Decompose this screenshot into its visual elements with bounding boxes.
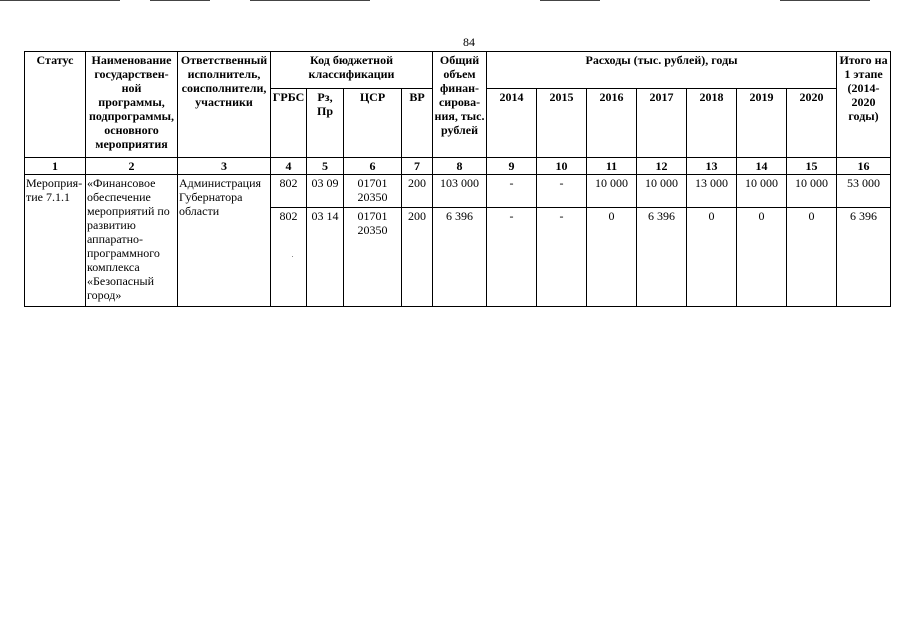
cell-2017: 10 000 — [637, 175, 687, 208]
column-number: 9 — [487, 158, 537, 175]
scan-speck — [292, 256, 293, 257]
cell-2018: 13 000 — [687, 175, 737, 208]
header-rz-pr: Рз, Пр — [307, 89, 344, 158]
cell-total: 6 396 — [433, 208, 487, 307]
header-grbs: ГРБС — [271, 89, 307, 158]
cell-2019: 0 — [737, 208, 787, 307]
column-number: 7 — [402, 158, 433, 175]
cell-grbs: 802 — [271, 208, 307, 307]
record-executor: Администрация Губернатора области — [178, 175, 271, 307]
cell-2016: 0 — [587, 208, 637, 307]
cell-2018: 0 — [687, 208, 737, 307]
header-year: 2016 — [587, 89, 637, 158]
header-total-volume: Общий объем финан-сирова-ния, тыс. рублей — [433, 52, 487, 158]
cell-2019: 10 000 — [737, 175, 787, 208]
header-status: Статус — [25, 52, 86, 158]
cell-itogo: 53 000 — [837, 175, 891, 208]
cell-rz-pr: 03 09 — [307, 175, 344, 208]
page-number: 84 — [463, 35, 475, 49]
header-vr: ВР — [402, 89, 433, 158]
top-edge-line — [780, 0, 870, 1]
cell-csr: 01701 20350 — [344, 208, 402, 307]
header-year: 2014 — [487, 89, 537, 158]
top-edge-line — [250, 0, 370, 1]
top-edge-line — [150, 0, 210, 1]
column-number: 6 — [344, 158, 402, 175]
cell-2015: - — [537, 175, 587, 208]
column-number: 12 — [637, 158, 687, 175]
cell-2016: 10 000 — [587, 175, 637, 208]
cell-2020: 0 — [787, 208, 837, 307]
header-row — [25, 52, 891, 89]
cell-vr: 200 — [402, 175, 433, 208]
cell-csr: 01701 20350 — [344, 175, 402, 208]
column-number-row — [25, 158, 891, 175]
header-year: 2015 — [537, 89, 587, 158]
header-budget-code: Код бюджетной классификации — [271, 52, 433, 89]
header-year: 2019 — [737, 89, 787, 158]
cell-total: 103 000 — [433, 175, 487, 208]
header-expenses: Расходы (тыс. рублей), годы — [487, 52, 837, 89]
column-number: 2 — [86, 158, 178, 175]
cell-itogo: 6 396 — [837, 208, 891, 307]
header-executor: Ответственный исполнитель, соисполнители, участники — [178, 52, 271, 158]
header-year: 2020 — [787, 89, 837, 158]
cell-rz-pr: 03 14 — [307, 208, 344, 307]
header-csr: ЦСР — [344, 89, 402, 158]
record-program-name: «Финансовое обеспечение мероприятий по развитию аппаратно-программного комплекса «Безопасный город» — [86, 175, 178, 307]
table-row — [25, 175, 891, 208]
column-number: 1 — [25, 158, 86, 175]
column-number: 8 — [433, 158, 487, 175]
column-number: 14 — [737, 158, 787, 175]
column-number: 13 — [687, 158, 737, 175]
record-status: Мероприя-тие 7.1.1 — [25, 175, 86, 307]
cell-2014: - — [487, 175, 537, 208]
column-number: 11 — [587, 158, 637, 175]
budget-table — [24, 51, 891, 307]
cell-2017: 6 396 — [637, 208, 687, 307]
column-number: 15 — [787, 158, 837, 175]
cell-2014: - — [487, 208, 537, 307]
header-itogo: Итого на 1 этапе (2014-2020 годы) — [837, 52, 891, 158]
column-number: 5 — [307, 158, 344, 175]
cell-vr: 200 — [402, 208, 433, 307]
header-year: 2018 — [687, 89, 737, 158]
cell-grbs: 802 — [271, 175, 307, 208]
cell-2015: - — [537, 208, 587, 307]
column-number: 4 — [271, 158, 307, 175]
header-program-name: Наименование государствен-ной программы, подпрограммы, основного мероприятия — [86, 52, 178, 158]
column-number: 10 — [537, 158, 587, 175]
column-number: 16 — [837, 158, 891, 175]
top-edge-line — [540, 0, 600, 1]
header-year: 2017 — [637, 89, 687, 158]
top-edge-line — [0, 0, 120, 1]
cell-2020: 10 000 — [787, 175, 837, 208]
column-number: 3 — [178, 158, 271, 175]
